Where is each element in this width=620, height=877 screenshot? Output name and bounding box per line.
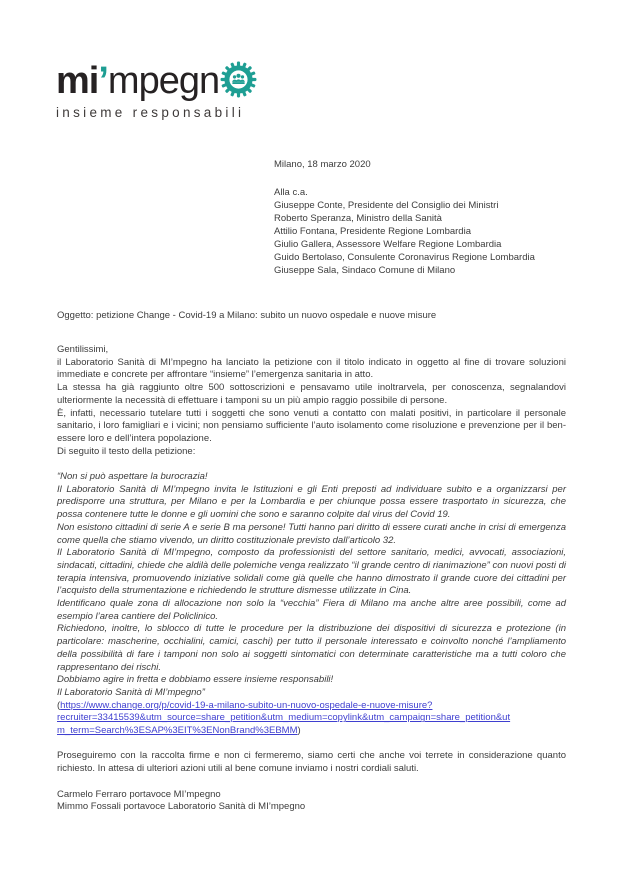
petition-link[interactable]: recruiter=33415539&utm_source=share_petition&utm_medium=copylink&utm_campaign=share_petition&ut [57,712,511,724]
brand-text-rest: mpegn [107,60,220,102]
recipient-line: Giuseppe Conte, Presidente del Consiglio dei Ministri [274,200,499,211]
intro-paragraph: Di seguito il testo della petizione: [57,445,196,457]
petition-paragraph: Richiedono, inoltre, lo sblocco di tutte le procedure per la distribuzione dei dispositivi di sicurezza e protezione (in particolare: mascherine, occhialini, camici, caschi) per tutto il personale interessato e coinvolto nonché l’ampliamento della possibilità di fare i tamponi non solo ai soggetti sintomatici con determinate caratteristiche ma a tutti coloro che rappresentano dei rischi. [57,623,566,673]
petition-link[interactable]: https://www.change.org/p/covid-19-a-milano-subito-un-nuovo-ospedale-e-nuove-misure? [60,699,433,711]
brand-wordmark [56,56,257,101]
subject-line: Oggetto: petizione Change - Covid-19 a Milano: subito un nuovo ospedale e nuove misure [57,310,437,321]
recipient-line: Guido Bertolaso, Consulente Coronavirus Regione Lombardia [274,252,535,263]
intro-paragraph: La stessa ha già raggiunto oltre 500 sottoscrizioni e pensavamo utile inoltrarvela, per conoscenza, segnalandovi ulteriormente la necessità di effettuare i tamponi su un più ampio raggio possibile di persone. [57,382,566,406]
intro-paragraph: Gentilissimi, [57,344,109,355]
intro-paragraph: il Laboratorio Sanità di MI’mpegno ha lanciato la petizione con il titolo indicato in oggetto al fine di trovare soluzioni immediate e concrete per affrontare “insieme” l’emergenza sanitaria in atto. [57,356,566,381]
petition-block [57,471,566,700]
link-close-paren: ) [297,725,301,737]
petition-paragraph: Identificano quale zona di allocazione non solo la “vecchia” Fiera di Milano ma anche altre aree possibili, come ad esempio l’area cantiere del Policlinico. [57,598,566,622]
brand-apostrophe: ’ [98,60,108,102]
gear-people-icon [220,61,257,98]
closing-paragraph: Proseguiremo con la raccolta firme e non ci fermeremo, siamo certi che anche voi terrete in considerazione quanto richiesto. In attesa di ulteriori azioni utili al bene comune inviamo i nostri cordiali saluti. [57,750,566,775]
mimpegno-logo [56,56,257,120]
petition-paragraph: Dobbiamo agire in fretta e dobbiamo essere insieme responsabili! [57,674,334,686]
recipient-line: Attilio Fontana, Presidente Regione Lombardia [274,226,471,237]
recipient-line: Giuseppe Sala, Sindaco Comune di Milano [274,265,456,276]
recipient-line: Giulio Gallera, Assessore Welfare Regione Lombardia [274,239,502,250]
logo-tagline: insieme responsabili [56,105,245,120]
signatures-block [57,789,566,814]
petition-paragraph: Il Laboratorio Sanità di MI’mpegno” [57,686,205,698]
petition-paragraph: Il Laboratorio Sanità di MI’mpegno invita le Istituzioni e gli Enti preposti ad individuare subito e a organizzarsi per predisporre una struttura, per Milano e per la Lombardia e per chiunque possa essere trasportato in sicurezza, che possa contenere tutte le donne e gli uomini che sono e saranno colpite dal virus del Covid 19. [57,483,566,521]
petition-paragraph: Non esistono cittadini di serie A e serie B ma persone! Tutti hanno pari diritto di essere curati anche in crisi di emergenza come quella che stiamo vivendo, un diritto costituzionale previsto dall’articolo 32. [57,521,566,546]
brand-text-bold: mi [56,60,99,102]
intro-paragraph: È, infatti, necessario tutelare tutti i soggetti che sono venuti a contatto con malati positivi, in particolare il personale sanitario, i loro famigliari e i vicini; non pensiamo sufficiente l’auto isolamento come risoluzione e prevenzione per il ben-essere loro e dell’intera popolazione. [57,407,566,444]
intro-block [57,344,566,458]
link-open-paren: ( [57,699,61,711]
letter-body [57,344,566,814]
signature-line: Carmelo Ferraro portavoce MI’mpegno [57,788,221,800]
petition-link[interactable]: m_term=Search%3ESAP%3EIT%3ENonBrand%3EBMM [57,725,298,737]
signature-line: Mimmo Fossali portavoce Laboratorio Sanità di MI’mpegno [57,801,306,813]
petition-link-block [57,700,566,738]
recipient-line: Roberto Speranza, Ministro della Sanità [274,213,442,224]
address-block [274,158,535,277]
petition-paragraph: “Non si può aspettare la burocrazia! [57,471,208,483]
petition-paragraph: Il Laboratorio Sanità di MI’mpegno, composto da professionisti del settore sanitario, medici, avvocati, associazioni, sindacati, cittadini, chiede che aldilà delle polemiche venga realizzato “il grande centro di rianimazione” con nuovi posti di terapia intensiva, promuovendo iniziative solidali come già quelle che hanno dimostrato il grande cuore dei cittadini per l’acquisto della strumentazione e richiedendo le strutture dismesse utilizzate in Cina. [57,547,566,597]
salutation: Alla c.a. [274,187,308,198]
letter-date: Milano, 18 marzo 2020 [274,159,371,170]
